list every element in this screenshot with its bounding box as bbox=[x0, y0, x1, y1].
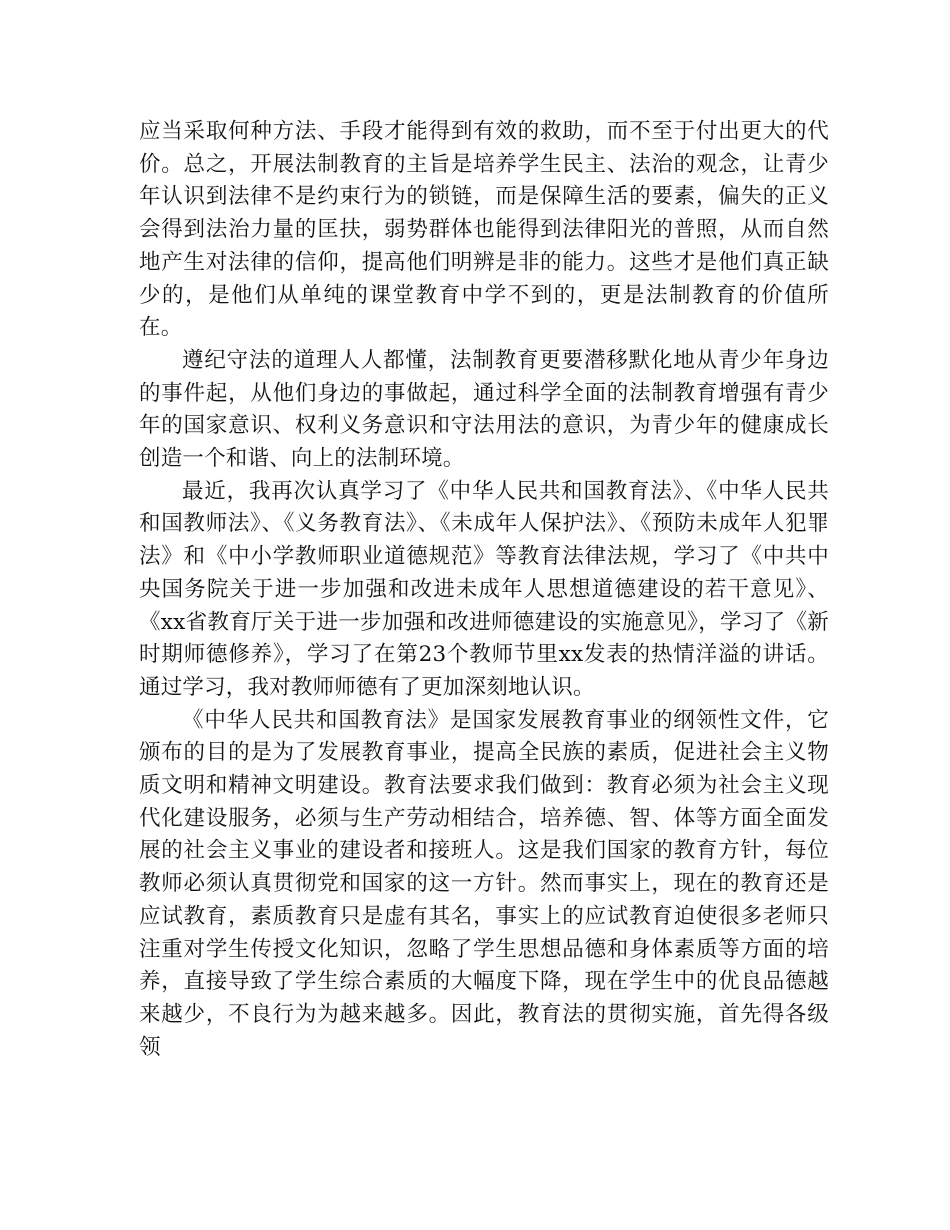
document-body bbox=[139, 116, 829, 1064]
paragraph-education-law: 《中华人民共和国教育法》是国家发展教育事业的纲领性文件，它颁布的目的是为了发展教育事业，提高全民族的素质，促进社会主义物质文明和精神文明建设。教育法要求我们做到：教育必须为社会主义现代化建设服务，必须与生产劳动相结合，培养德、智、体等方面全面发展的社会主义事业的建设者和接班人。这是我们国家的教育方针，每位教师必须认真贯彻党和国家的这一方针。然而事实上，现在的教育还是应试教育，素质教育只是虚有其名，事实上的应试教育迫使很多老师只注重对学生传授文化知识，忽略了学生思想品德和身体素质等方面的培养，直接导致了学生综合素质的大幅度下降，现在学生中的优良品德越来越少，不良行为为越来越多。因此，教育法的贯彻实施，首先得各级领 bbox=[139, 707, 829, 1060]
paragraph-law-abiding: 遵纪守法的道理人人都懂，法制教育更要潜移默化地从青少年身边的事件起，从他们身边的事做起，通过科学全面的法制教育增强有青少年的国家意识、权利义务意识和守法用法的意识，为青少年的健康成长创造一个和谐、向上的法制环境。 bbox=[139, 347, 829, 472]
paragraph-continuation: 应当采取何种方法、手段才能得到有效的救助，而不至于付出更大的代价。总之，开展法制教育的主旨是培养学生民主、法治的观念，让青少年认识到法律不是约束行为的锁链，而是保障生活的要素，偏失的正义会得到法治力量的匡扶，弱势群体也能得到法律阳光的普照，从而自然地产生对法律的信仰，提高他们明辨是非的能力。这些才是他们真正缺少的，是他们从单纯的课堂教育中学不到的，更是法制教育的价值所在。 bbox=[139, 119, 829, 341]
paragraph-study-laws: 最近，我再次认真学习了《中华人民共和国教育法》、《中华人民共和国教师法》、《义务教育法》、《未成年人保护法》、《预防未成年人犯罪法》和《中小学教师职业道德规范》等教育法律法规，学习了《中共中央国务院关于进一步加强和改进未成年人思想道德建设的若干意见》、《xx省教育厅关于进一步加强和改进师德建设的实施意见》，学习了《新时期师德修养》，学习了在第23个教师节里xx发表的热情洋溢的讲话。通过学习，我对教师师德有了更加深刻地认识。 bbox=[139, 478, 829, 700]
